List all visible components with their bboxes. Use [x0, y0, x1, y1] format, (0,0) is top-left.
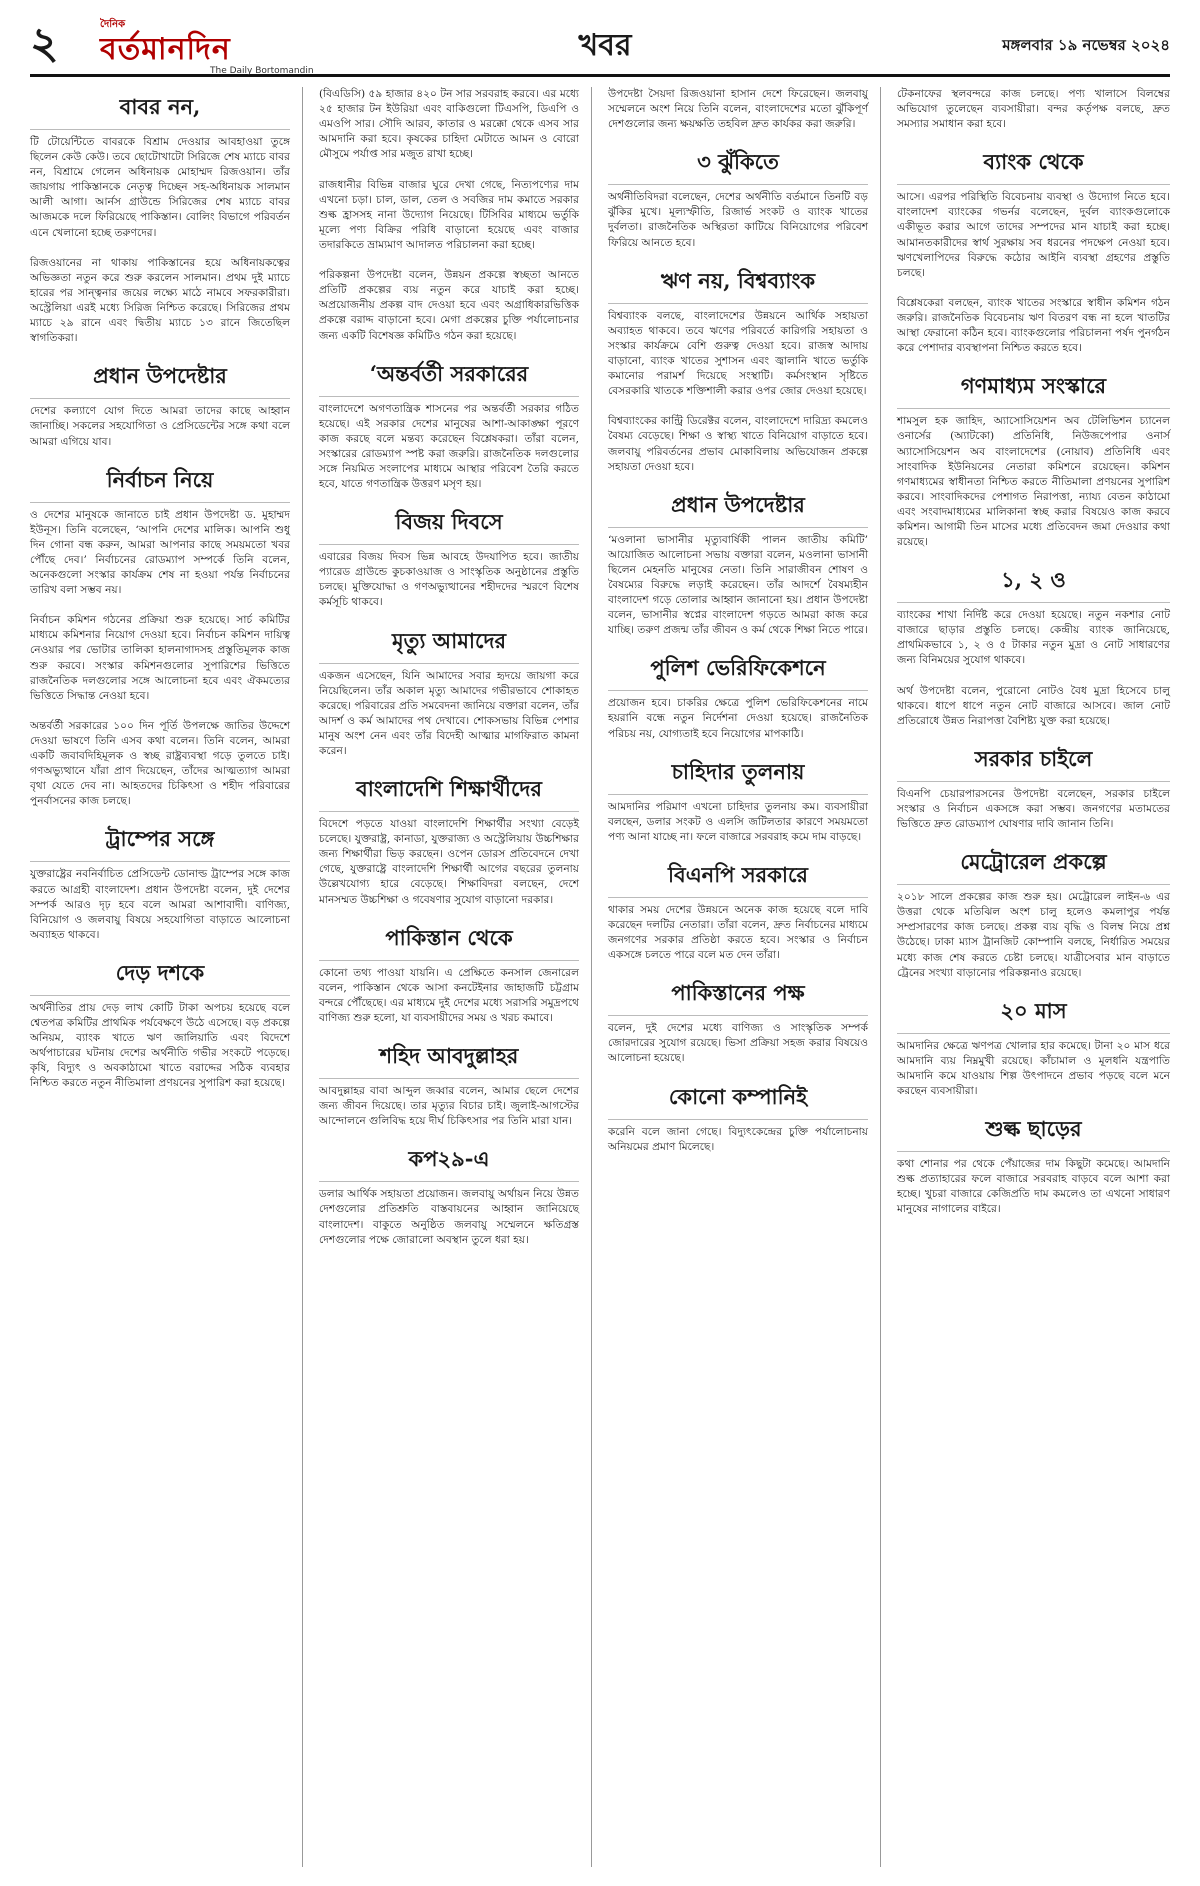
- article-headline: ১, ২ ও: [897, 560, 1170, 603]
- article-body: বিদেশে পড়তে যাওয়া বাংলাদেশি শিক্ষার্থীর সংখ্যা বেড়েই চলেছে। যুক্তরাষ্ট্র, কানাডা, যুক্তরাজ্য ও অস্ট্রেলিয়ায় উচ্চশিক্ষার জন্য শিক্ষার্থীরা ভিড় করছেন। ওপেন ডোরস প্রতিবেদনে দেখা গেছে, যুক্তরাষ্ট্রে বাংলাদেশি শিক্ষার্থী আগের বছরের তুলনায় উল্লেখযোগ্য হারে বেড়েছে। শিক্ষাবিদরা বলছেন, দেশে মানসম্মত উচ্চশিক্ষা ও গবেষণার সুযোগ বাড়ানো দরকার।: [319, 818, 583, 906]
- article-headline: বাবর নন,: [30, 87, 290, 130]
- article: [897, 142, 1170, 356]
- article-columns: [30, 87, 1174, 1867]
- logo-english: The Daily Bortomandin: [210, 65, 314, 76]
- article-body: আবদুল্লাহর বাবা আব্দুল জব্বার বলেন, আমার ছেলে দেশের জন্য জীবন দিয়েছে। তার মৃত্যুর বিচার চাই। জুলাই-আগস্টের আন্দোলনে গুলিবিদ্ধ হয়ে দীর্ঘ চিকিৎসার পর তিনি মারা যান।: [319, 1085, 583, 1128]
- column-4: [897, 87, 1174, 1867]
- article-body: যুক্তরাষ্ট্রের নবনির্বাচিত প্রেসিডেন্ট ডোনাল্ড ট্রাম্পের সঙ্গে কাজ করতে আগ্রহী বাংলাদেশ। প্রধান উপদেষ্টা বলেন, দুই দেশের সম্পর্ক আরও দৃঢ় হবে বলে আমরা আশাবাদী। বাণিজ্য, বিনিয়োগ ও জলবায়ু বিষয়ে সহযোগিতা বাড়াতে আলোচনা অব্যাহত থাকবে।: [30, 868, 294, 941]
- article-headline: ৩ ঝুঁকিতে: [608, 142, 868, 185]
- newspaper-logo: [100, 17, 320, 76]
- article: [608, 648, 872, 741]
- article: [319, 354, 583, 493]
- article-body: এবারের বিজয় দিবস ভিন্ন আবহে উদযাপিত হবে। জাতীয় প্যারেড গ্রাউন্ডে কুচকাওয়াজ ও সাংস্কৃতিক অনুষ্ঠানের প্রস্তুতি চলছে। মুক্তিযোদ্ধা ও গণঅভ্যুত্থানের শহীদদের স্মরণে বিশেষ কর্মসূচি থাকবে।: [319, 551, 583, 609]
- article: [897, 842, 1174, 981]
- article-headline: কোনো কম্পানিই: [608, 1077, 868, 1120]
- article: [608, 261, 868, 475]
- article: [30, 356, 294, 449]
- article: [319, 769, 583, 908]
- article-body: বিএনপি চেয়ারপারসনের উপদেষ্টা বলেছেন, সরকার চাইলে সংস্কার ও নির্বাচন একসঙ্গে করা সম্ভব। জনগণের মতামতের ভিত্তিতে দ্রুত রোডম্যাপ ঘোষণার দাবি জানান তিনি।: [897, 787, 1174, 831]
- article-body: দেশের কল্যাণে যোগ দিতে আমরা তাদের কাছে আহ্বান জানাচ্ছি। সকলের সহযোগিতা ও প্রেসিডেন্টের সঙ্গে কথা বলে আমরা এগিয়ে যাব।: [30, 405, 294, 448]
- article: [897, 366, 1174, 550]
- article: [897, 739, 1174, 832]
- article: [608, 973, 872, 1066]
- article: [319, 87, 579, 344]
- masthead: [30, 18, 1170, 77]
- logo-tagline: দৈনিক: [100, 18, 126, 30]
- column-1: [30, 87, 303, 1867]
- article-body: ও দেশের মানুষকে জানাতে চাই প্রধান উপদেষ্টা ড. মুহাম্মদ ইউনূস। তিনি বলেছেন, ‘আপনি দেশের মালিক। আপনি শুধু দিন গোনা বন্ধ করুন, আমরা আপনার কাছে সময়মতো খবর পৌঁছে দেব।’ নির্বাচনের রোডম্যাপ সম্পর্কে তিনি বলেন, অনেকগুলো সংস্কার কার্যক্রম শেষ না হওয়া পর্যন্ত নির্বাচনের তারিখ বলা সম্ভব নয়। নির্বাচন কমিশন গঠনের প্রক্রিয়া শুরু হয়েছে। সার্চ কমিটির মাধ্যমে কমিশনার নিয়োগ দেওয়া হবে। নির্বাচন কমিশন দায়িত্ব নেওয়ার পর ভোটার তালিকা হালনাগাদসহ প্রস্তুতিমূলক কাজ শুরু করবে। সংস্কার কমিশনগুলোর সুপারিশের ভিত্তিতে রাজনৈতিক দলগুলোর সঙ্গে আলোচনা হবে এবং ঐকমত্যের ভিত্তিতে সিদ্ধান্ত নেওয়া হবে। অন্তর্বর্তী সরকারের ১০০ দিন পূর্তি উপলক্ষে জাতির উদ্দেশে দেওয়া ভাষণে তিনি এসব কথা বলেন। তিনি বলেন, আমরা একটি জবাবদিহিমূলক ও স্বচ্ছ রাষ্ট্রব্যবস্থা গড়ে তুলতে চাই। গণঅভ্যুত্থানে যাঁরা প্রাণ দিয়েছেন, তাঁদের আত্মত্যাগ আমরা বৃথা যেতে দেব না। আহতদের চিকিৎসা ও শহীদ পরিবারের পুনর্বাসনের কাজ চলছে।: [30, 508, 290, 808]
- article: [30, 87, 290, 346]
- article-headline: শহিদ আবদুল্লাহর: [319, 1036, 579, 1079]
- article-body: বিশ্বব্যাংক বলছে, বাংলাদেশের উন্নয়নে আর্থিক সহায়তা অব্যাহত থাকবে। তবে ঋণের পরিবর্তে কারিগরি সহায়তা ও সংস্কার কার্যক্রমে বেশি গুরুত্ব দেওয়া হবে। রাজস্ব আদায় বাড়ানো, ব্যাংক খাতের সুশাসন এবং জ্বালানি খাতে ভর্তুকি কমানোর পরামর্শ দিয়েছে সংস্থাটি। কর্মসংস্থান সৃষ্টিতে বেসরকারি খাতকে শক্তিশালী করার ওপর জোর দেওয়া হয়েছে। বিশ্বব্যাংকের কান্ট্রি ডিরেক্টর বলেন, বাংলাদেশে দারিদ্র্য কমলেও বৈষম্য বেড়েছে। শিক্ষা ও স্বাস্থ্য খাতে বিনিয়োগ বাড়াতে হবে। জলবায়ু পরিবর্তনের প্রভাব মোকাবিলায় অভিযোজন প্রকল্পে সহায়তা দেওয়া হবে।: [608, 309, 868, 473]
- issue-date: মঙ্গলবার ১৯ নভেম্বর ২০২৪: [1002, 35, 1170, 54]
- article-headline: ট্রাম্পের সঙ্গে: [30, 819, 290, 862]
- article-body: ডলার আর্থিক সহায়তা প্রয়োজন। জলবায়ু অর্থায়ন নিয়ে উন্নত দেশগুলোর প্রতিশ্রুতি বাস্তবায়নের আহ্বান জানিয়েছে বাংলাদেশ। বাকুতে অনুষ্ঠিত জলবায়ু সম্মেলনে ক্ষতিগ্রস্ত দেশগুলোর পক্ষে জোরালো অবস্থান তুলে ধরা হয়।: [319, 1188, 583, 1246]
- article: [30, 953, 294, 1092]
- article-body: করেনি বলে জানা গেছে। বিদ্যুৎকেন্দ্রের চুক্তি পর্যালোচনায় অনিয়মের প্রমাণ মিলেছে।: [608, 1125, 872, 1153]
- article: [319, 502, 583, 610]
- article: [608, 1077, 872, 1155]
- logo-title: বর্তমানদিন: [100, 31, 231, 67]
- article-body: শামসুল হক জাহিদ, অ্যাসোসিয়েশন অব টেলিভিশন চ্যানেল ওনার্সের (অ্যাটকো) প্রতিনিধি, নিউজপেপার ওনার্স অ্যাসোসিয়েশন অব বাংলাদেশের (নোয়াব) প্রতিনিধি এবং সাংবাদিক ইউনিয়নের নেতারা কমিশনে রয়েছেন। কমিশন গণমাধ্যমের স্বাধীনতা নিশ্চিত করতে নীতিমালা প্রণয়নের সুপারিশ করবে। সাংবাদিকদের পেশাগত নিরাপত্তা, ন্যায্য বেতন কাঠামো এবং সংবাদমাধ্যমের মালিকানা স্বচ্ছ করার বিষয়েও কাজ করবে কমিশন। আগামী তিন মাসের মধ্যে প্রতিবেদন জমা দেওয়ার কথা রয়েছে।: [897, 415, 1174, 549]
- article-body: একজন এসেছেন, যিনি আমাদের সবার হৃদয়ে জায়গা করে নিয়েছিলেন। তাঁর অকাল মৃত্যু আমাদের গভীরভাবে শোকাহত করেছে। পরিবারের প্রতি সমবেদনা জানিয়ে বক্তারা বলেন, তাঁর আদর্শ ও কর্ম আমাদের পথ দেখাবে। শোকসভায় বিভিন্ন পেশার মানুষ অংশ নেন এবং তাঁর বিদেহী আত্মার মাগফিরাত কামনা করেন।: [319, 669, 583, 757]
- article-headline: পাকিস্তানের পক্ষ: [608, 973, 868, 1016]
- article-headline: ঋণ নয়, বিশ্বব্যাংক: [608, 261, 868, 304]
- article-body: টেকনাফের স্থলবন্দরে কাজ চলছে। পণ্য খালাসে বিলম্বের অভিযোগ তুলেছেন ব্যবসায়ীরা। বন্দর কর্তৃপক্ষ বলছে, দ্রুত সমস্যার সমাধান করা হবে।: [897, 88, 1174, 131]
- article-headline: প্রধান উপদেষ্টার: [30, 356, 290, 399]
- section-title: খবর: [578, 27, 632, 63]
- article-headline: ‘অন্তর্বর্তী সরকারের: [319, 354, 579, 397]
- article: [30, 819, 294, 942]
- article-body: আমদানির পরিমাণ এখনো চাহিদার তুলনায় কম। ব্যবসায়ীরা বলছেন, ডলার সংকট ও এলসি জটিলতার কারণে সময়মতো পণ্য আনা যাচ্ছে না। ফলে বাজারে সরবরাহ কমে দাম বাড়ছে।: [608, 800, 872, 843]
- article-headline: ২০ মাস: [897, 991, 1170, 1034]
- article: [897, 560, 1170, 729]
- article-body: আমদানির ক্ষেত্রে ঋণপত্র খোলার হার কমেছে। টানা ২০ মাস ধরে আমদানি ব্যয় নিম্নমুখী রয়েছে। কাঁচামাল ও মূলধনি যন্ত্রপাতি আমদানি কমে যাওয়ায় শিল্প উৎপাদনে প্রভাব পড়ছে বলে মনে করছেন ব্যবসায়ীরা।: [897, 1039, 1174, 1098]
- article: [30, 460, 290, 810]
- article-body: বাংলাদেশে অগণতান্ত্রিক শাসনের পর অন্তর্বর্তী সরকার গঠিত হয়েছে। এই সরকার দেশের মানুষের আশা-আকাঙ্ক্ষা পূরণে কাজ করছে বলে মন্তব্য করেছেন বিশ্লেষকরা। তাঁরা বলেন, সংস্কারের রোডম্যাপ স্পষ্ট করা জরুরি। রাজনৈতিক দলগুলোর সঙ্গে নিয়মিত সংলাপের মাধ্যমে আস্থার পরিবেশ তৈরি করতে হবে, যাতে গণতান্ত্রিক উত্তরণ মসৃণ হয়।: [319, 402, 583, 491]
- article-body: অর্থনীতিবিদরা বলেছেন, দেশের অর্থনীতি বর্তমানে তিনটি বড় ঝুঁকির মুখে। মূল্যস্ফীতি, রিজার্ভ সংকট ও ব্যাংক খাতের দুর্বলতা। রাজনৈতিক অস্থিরতা কাটিয়ে বিনিয়োগের পরিবেশ ফিরিয়ে আনতে হবে।: [608, 191, 872, 249]
- article: [608, 87, 872, 132]
- article: [897, 1109, 1174, 1217]
- article-headline: বিএনপি সরকারে: [608, 855, 868, 898]
- article-headline: মেট্রোরেল প্রকল্পে: [897, 842, 1170, 885]
- article-body: ব্যাংকের শাখা নির্দিষ্ট করে দেওয়া হয়েছে। নতুন নকশার নোট বাজারে ছাড়ার প্রস্তুতি চলছে। কেন্দ্রীয় ব্যাংক জানিয়েছে, প্রাথমিকভাবে ১, ২ ও ৫ টাকার নতুন মুদ্রা ও নোট সাধারণের জন্য বিনিময়ের সুযোগ থাকবে। অর্থ উপদেষ্টা বলেন, পুরোনো নোটও বৈধ মুদ্রা হিসেবে চালু থাকবে। ধাপে ধাপে নতুন নোট বাজারে আসবে। জাল নোট প্রতিরোধে উন্নত নিরাপত্তা বৈশিষ্ট্য যুক্ত করা হয়েছে।: [897, 609, 1170, 727]
- article-body: থাকার সময় দেশের উন্নয়নে অনেক কাজ হয়েছে বলে দাবি করেছেন দলটির নেতারা। তাঁরা বলেন, দ্রুত নির্বাচনের মাধ্যমে জনগণের সরকার প্রতিষ্ঠা করতে হবে। সংস্কার ও নির্বাচন একসঙ্গে চলতে পারে বলে মত দেন তাঁরা।: [608, 903, 872, 962]
- article-headline: পুলিশ ভেরিফিকেশনে: [608, 648, 868, 691]
- page-number: ২: [30, 17, 59, 69]
- article-headline: বিজয় দিবসে: [319, 502, 579, 545]
- article-headline: প্রধান উপদেষ্টার: [608, 485, 868, 528]
- article-headline: চাহিদার তুলনায়: [608, 752, 868, 795]
- article-body: কোনো তথ্য পাওয়া যায়নি। এ প্রেক্ষিতে কনসাল জেনারেল বলেন, পাকিস্তান থেকে আসা কনটেইনার জাহাজটি চট্টগ্রাম বন্দরে পৌঁছেছে। এর মাধ্যমে দুই দেশের মধ্যে সরাসরি সমুদ্রপথে বাণিজ্য শুরু হলো, যা ব্যবসায়ীদের সময় ও খরচ কমাবে।: [319, 966, 583, 1024]
- article: [608, 142, 872, 250]
- article-body: টি টোয়েন্টিতে বাবরকে বিশ্রাম দেওয়ার আবহাওয়া তুঙ্গে ছিলেন কেউ কেউ। তবে ছোটোখাটো সিরিজে শেষ ম্যাচে বাবর নন, বিশ্রামে গেলেন অধিনায়ক মোহাম্মদ রিজওয়ান। তাঁর জায়গায় পাকিস্তানকে নেতৃত্ব দিচ্ছেন সহ-অধিনায়ক সালমান আলী আগা। আর্নস গ্রাউন্ডে সিরিজের শেষ ম্যাচে বাবর আজমকে দলে ফিরিয়েছে পাকিস্তান। বোলিং বিভাগে পরিবর্তন এনে খেলানো হচ্ছে তরুণদের। রিজওয়ানের না থাকায় পাকিস্তানের হয়ে অধিনায়কত্বের অভিজ্ঞতা নতুন করে শুরু করলেন সালমান। প্রথম দুই ম্যাচে হারের পর সান্ত্বনার জয়ের লক্ষ্যে মাঠে নামবে সফরকারীরা। অস্ট্রেলিয়া এরই মধ্যে সিরিজ নিশ্চিত করেছে। সিরিজের প্রথম ম্যাচে ২৯ রানে এবং দ্বিতীয় ম্যাচে ১৩ রানে জিতেছিল স্বাগতিকরা।: [30, 136, 290, 345]
- article-headline: নির্বাচন নিয়ে: [30, 460, 290, 503]
- column-2: [319, 87, 592, 1867]
- article-body: উপদেষ্টা সৈয়দা রিজওয়ানা হাসান দেশে ফিরেছেন। জলবায়ু সম্মেলনে অংশ নিয়ে তিনি বলেন, বাংলাদেশের মতো ঝুঁকিপূর্ণ দেশগুলোর জন্য ক্ষয়ক্ষতি তহবিল দ্রুত কার্যকর করা জরুরি।: [608, 88, 872, 131]
- article-headline: মৃত্যু আমাদের: [319, 621, 579, 664]
- article-headline: পাকিস্তান থেকে: [319, 918, 579, 961]
- article-headline: শুল্ক ছাড়ের: [897, 1109, 1170, 1152]
- article-body: আসে। এরপর পরিস্থিতি বিবেচনায় ব্যবস্থা ও উদ্যোগ নিতে হবে। বাংলাদেশ ব্যাংকের গভর্নর বলেছেন, দুর্বল ব্যাংকগুলোকে একীভূত করার আগে তাদের সম্পদের মান যাচাই করা হচ্ছে। আমানতকারীদের স্বার্থ সুরক্ষায় সব ধরনের পদক্ষেপ নেওয়া হবে। ঋণখেলাপিদের বিরুদ্ধে কঠোর আইনি ব্যবস্থা গ্রহণের প্রস্তুতি চলছে। বিশ্লেষকেরা বলছেন, ব্যাংক খাতের সংস্কারে স্বাধীন কমিশন গঠন জরুরি। রাজনৈতিক বিবেচনায় ঋণ বিতরণ বন্ধ না হলে খাতটির আস্থা ফেরানো কঠিন হবে। ব্যাংকগুলোর পরিচালনা পর্ষদ পুনর্গঠন করে পেশাদার ব্যবস্থাপনা নিশ্চিত করতে হবে।: [897, 191, 1170, 355]
- article-headline: ব্যাংক থেকে: [897, 142, 1170, 185]
- article: [319, 621, 583, 760]
- article: [608, 485, 872, 639]
- article-headline: গণমাধ্যম সংস্কারে: [897, 366, 1170, 409]
- article-body: ‘মওলানা ভাসানীর মৃত্যুবার্ষিকী পালন জাতীয় কমিটি’ আয়োজিত আলোচনা সভায় বক্তারা বলেন, মওলানা ভাসানী ছিলেন মেহনতি মানুষের নেতা। তিনি সারাজীবন শোষণ ও বৈষম্যের বিরুদ্ধে লড়াই করেছেন। তাঁর আদর্শে বৈষম্যহীন বাংলাদেশ গড়ে তোলার আহ্বান জানানো হয়। প্রধান উপদেষ্টা বলেন, ভাসানীর স্বপ্নের বাংলাদেশ গড়তে আমরা কাজ করে যাচ্ছি। তরুণ প্রজন্ম তাঁর জীবন ও কর্ম থেকে শিক্ষা নিতে পারে।: [608, 533, 872, 637]
- article: [319, 1139, 583, 1247]
- article-body: বলেন, দুই দেশের মধ্যে বাণিজ্য ও সাংস্কৃতিক সম্পর্ক জোরদারের সুযোগ রয়েছে। ভিসা প্রক্রিয়া সহজ করার বিষয়েও আলোচনা হয়েছে।: [608, 1022, 872, 1065]
- column-3: [608, 87, 881, 1867]
- article: [897, 87, 1174, 132]
- article: [319, 1036, 583, 1129]
- article: [608, 855, 872, 963]
- article: [897, 991, 1174, 1099]
- article-headline: কপ২৯-এ: [319, 1139, 579, 1182]
- article-headline: বাংলাদেশি শিক্ষার্থীদের: [319, 769, 579, 812]
- article-headline: দেড় দশকে: [30, 953, 290, 996]
- article-headline: সরকার চাইলে: [897, 739, 1170, 782]
- article: [319, 918, 583, 1026]
- article-body: কথা শোনার পর থেকে পেঁয়াজের দাম কিছুটা কমেছে। আমদানি শুল্ক প্রত্যাহারের ফলে বাজারে সরবরাহ বাড়বে বলে আশা করা হচ্ছে। খুচরা বাজারে কেজিপ্রতি দাম কমলেও তা এখনো সাধারণ মানুষের নাগালের বাইরে।: [897, 1158, 1174, 1216]
- article-body: অর্থনীতির প্রায় দেড় লাখ কোটি টাকা অপচয় হয়েছে বলে শ্বেতপত্র কমিটির প্রাথমিক পর্যবেক্ষণে উঠে এসেছে। বড় প্রকল্পে অনিয়ম, ব্যাংক খাতে ঋণ জালিয়াতি এবং বিদেশে অর্থপাচারের ঘটনায় দেশের অর্থনীতি গভীর সংকটে পড়েছে। কৃষি, বিদ্যুৎ ও অবকাঠামো খাতে বরাদ্দের সঠিক ব্যবহার নিশ্চিত করতে নতুন নীতিমালা প্রণয়নের সুপারিশ করা হয়েছে।: [30, 1001, 294, 1090]
- article-body: ২০১৮ সালে প্রকল্পের কাজ শুরু হয়। মেট্রোরেল লাইন-৬ এর উত্তরা থেকে মতিঝিল অংশ চালু হলেও কমলাপুর পর্যন্ত সম্প্রসারণের কাজ চলছে। প্রকল্প ব্যয় বৃদ্ধি ও বিলম্ব নিয়ে প্রশ্ন উঠেছে। ঢাকা ম্যাস ট্রানজিট কোম্পানি বলছে, নির্ধারিত সময়ের মধ্যে কাজ শেষ করতে চেষ্টা চলছে। যাত্রীসেবার মান বাড়াতে ট্রেনের সংখ্যা বাড়ানোর পরিকল্পনাও রয়েছে।: [897, 891, 1174, 979]
- article-body: (বিএডিসি) ৫৯ হাজার ৪২০ টন সার সরবরাহ করবে। এর মধ্যে ২৫ হাজার টন ইউরিয়া এবং বাকিগুলো টিএসপি, ডিএপি ও এমওপি সার। সৌদি আরব, কাতার ও মরক্কো থেকে এসব সার আমদানি করা হবে। কৃষকের চাহিদা মেটাতে আমন ও বোরো মৌসুমে পর্যাপ্ত সার মজুত রাখা হচ্ছে। রাজধানীর বিভিন্ন বাজার ঘুরে দেখা গেছে, নিত্যপণ্যের দাম এখনো চড়া। চাল, ডাল, তেল ও সবজির দাম কমাতে সরকার শুল্ক হ্রাসসহ নানা উদ্যোগ নিয়েছে। টিসিবির মাধ্যমে ভর্তুকি মূল্যে পণ্য বিক্রির পরিধি বাড়ানো হয়েছে এবং বাজার তদারকিতে ভ্রাম্যমাণ আদালত পরিচালনা করা হচ্ছে। পরিকল্পনা উপদেষ্টা বলেন, উন্নয়ন প্রকল্পে স্বচ্ছতা আনতে প্রতিটি প্রকল্পের ব্যয় নতুন করে যাচাই করা হচ্ছে। অপ্রয়োজনীয় প্রকল্প বাদ দেওয়া হবে এবং অগ্রাধিকারভিত্তিক প্রকল্পে বরাদ্দ বাড়ানো হবে। মেগা প্রকল্পের চুক্তি পর্যালোচনার জন্য একটি বিশেষজ্ঞ কমিটিও গঠন করা হয়েছে।: [319, 88, 579, 342]
- article-body: প্রয়োজন হবে। চাকরির ক্ষেত্রে পুলিশ ভেরিফিকেশনের নামে হয়রানি বন্ধে নতুন নির্দেশনা দেওয়া হয়েছে। রাজনৈতিক পরিচয় নয়, যোগ্যতাই হবে নিয়োগের মাপকাঠি।: [608, 697, 872, 740]
- article: [608, 752, 872, 845]
